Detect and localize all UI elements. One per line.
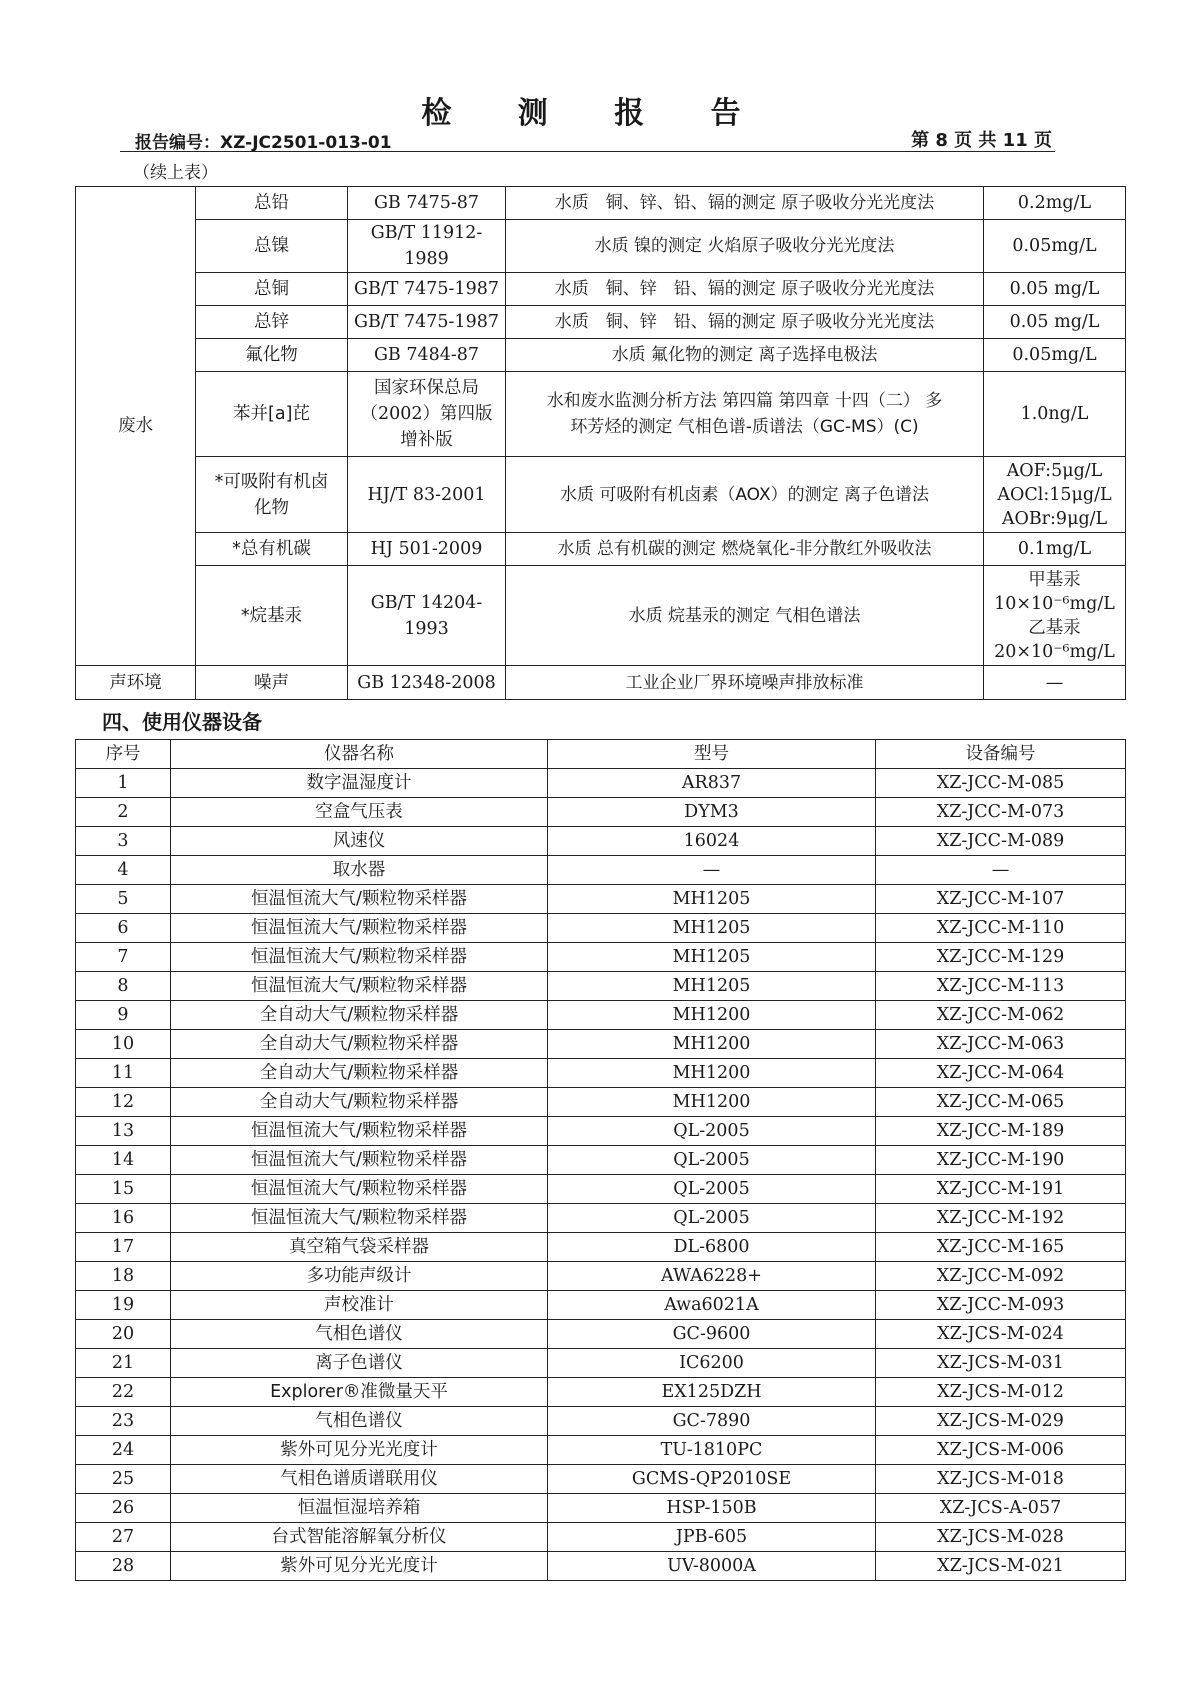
column-header: 设备编号: [876, 740, 1126, 769]
item-cell: 总镍: [196, 220, 348, 273]
equipment-id-cell: XZ-JCC-M-165: [876, 1233, 1126, 1262]
method-row: [76, 372, 1126, 457]
item-cell: *总有机碳: [196, 533, 348, 566]
report-number: 报告编号：XZ-JC2501-013-01: [135, 133, 392, 153]
row-number-cell: 3: [76, 827, 171, 856]
model-cell: MH1200: [548, 1088, 876, 1117]
instrument-name-cell: 空盒气压表: [171, 798, 548, 827]
model-cell: DL-6800: [548, 1233, 876, 1262]
table-row: [76, 1117, 1126, 1146]
model-cell: MH1200: [548, 1059, 876, 1088]
category-cell: 废水: [76, 187, 196, 666]
equipment-table: [75, 739, 1126, 1581]
row-number-cell: 5: [76, 885, 171, 914]
model-cell: IC6200: [548, 1349, 876, 1378]
instrument-name-cell: 台式智能溶解氧分析仪: [171, 1523, 548, 1552]
model-cell: UV-8000A: [548, 1552, 876, 1581]
row-number-cell: 15: [76, 1175, 171, 1204]
instrument-name-cell: 多功能声级计: [171, 1262, 548, 1291]
equipment-id-cell: XZ-JCC-M-065: [876, 1088, 1126, 1117]
detection-limit-cell: 0.1mg/L: [984, 533, 1126, 566]
section-title-equipment: 四、使用仪器设备: [102, 710, 262, 734]
row-number-cell: 20: [76, 1320, 171, 1349]
row-number-cell: 11: [76, 1059, 171, 1088]
method-row: [76, 273, 1126, 306]
standard-cell: GB/T 7475-1987: [348, 306, 506, 339]
table-row: [76, 827, 1126, 856]
row-number-cell: 26: [76, 1494, 171, 1523]
table-row: [76, 1146, 1126, 1175]
row-number-cell: 21: [76, 1349, 171, 1378]
row-number-cell: 4: [76, 856, 171, 885]
item-cell: *烷基汞: [196, 566, 348, 666]
equipment-id-cell: XZ-JCS-M-012: [876, 1378, 1126, 1407]
instrument-name-cell: 恒温恒流大气/颗粒物采样器: [171, 1146, 548, 1175]
instrument-name-cell: 声校准计: [171, 1291, 548, 1320]
model-cell: QL-2005: [548, 1146, 876, 1175]
row-number-cell: 12: [76, 1088, 171, 1117]
instrument-name-cell: 恒温恒流大气/颗粒物采样器: [171, 1175, 548, 1204]
table-row: [76, 1465, 1126, 1494]
table-row: [76, 1233, 1126, 1262]
method-cell: 水质 氟化物的测定 离子选择电极法: [506, 339, 984, 372]
model-cell: GC-7890: [548, 1407, 876, 1436]
table-row: [76, 1552, 1126, 1581]
table-row: [76, 1204, 1126, 1233]
model-cell: MH1200: [548, 1001, 876, 1030]
method-cell: [506, 372, 984, 457]
row-number-cell: 14: [76, 1146, 171, 1175]
row-number-cell: 24: [76, 1436, 171, 1465]
row-number-cell: 23: [76, 1407, 171, 1436]
model-cell: 16024: [548, 827, 876, 856]
detection-limit-cell-line: AOBr:9μg/L: [1001, 508, 1108, 529]
table-row: [76, 1291, 1126, 1320]
equipment-id-cell: XZ-JCC-M-085: [876, 769, 1126, 798]
model-cell: EX125DZH: [548, 1378, 876, 1407]
detection-limit-cell: [984, 566, 1126, 666]
item-cell: 总铅: [196, 187, 348, 220]
equipment-id-cell: XZ-JCC-M-062: [876, 1001, 1126, 1030]
equipment-id-cell: XZ-JCS-M-031: [876, 1349, 1126, 1378]
equipment-header-row: [76, 740, 1126, 769]
method-row: [76, 666, 1126, 700]
method-row: [76, 187, 1126, 220]
method-cell: 水质 烷基汞的测定 气相色谱法: [506, 566, 984, 666]
method-cell: 水质 镍的测定 火焰原子吸收分光光度法: [506, 220, 984, 273]
equipment-id-cell: XZ-JCC-M-113: [876, 972, 1126, 1001]
method-cell: 水质 铜、锌、铅、镉的测定 原子吸收分光光度法: [506, 187, 984, 220]
equipment-id-cell: XZ-JCC-M-089: [876, 827, 1126, 856]
detection-limit-cell-line: AOF:5μg/L: [1006, 460, 1103, 481]
model-cell: —: [548, 856, 876, 885]
instrument-name-cell: 数字温湿度计: [171, 769, 548, 798]
equipment-id-cell: XZ-JCS-A-057: [876, 1494, 1126, 1523]
method-row: [76, 457, 1126, 533]
model-cell: JPB-605: [548, 1523, 876, 1552]
model-cell: MH1200: [548, 1030, 876, 1059]
column-header: 型号: [548, 740, 876, 769]
item-cell: 氟化物: [196, 339, 348, 372]
method-row: [76, 220, 1126, 273]
model-cell: GC-9600: [548, 1320, 876, 1349]
model-cell: AWA6228+: [548, 1262, 876, 1291]
equipment-id-cell: XZ-JCC-M-073: [876, 798, 1126, 827]
detection-limit-cell-line: 10×10⁻⁶mg/L: [994, 593, 1115, 614]
instrument-name-cell: 恒温恒流大气/颗粒物采样器: [171, 914, 548, 943]
equipment-id-cell: XZ-JCC-M-093: [876, 1291, 1126, 1320]
instrument-name-cell: 风速仪: [171, 827, 548, 856]
equipment-id-cell: XZ-JCS-M-021: [876, 1552, 1126, 1581]
standard-cell: GB/T 14204-1993: [348, 566, 506, 666]
instrument-name-cell: 恒温恒流大气/颗粒物采样器: [171, 1117, 548, 1146]
equipment-id-cell: XZ-JCC-M-192: [876, 1204, 1126, 1233]
standard-cell: GB 7484-87: [348, 339, 506, 372]
category-cell: 声环境: [76, 666, 196, 700]
equipment-id-cell: XZ-JCS-M-006: [876, 1436, 1126, 1465]
method-cell: 水质 总有机碳的测定 燃烧氧化-非分散红外吸收法: [506, 533, 984, 566]
equipment-id-cell: XZ-JCS-M-029: [876, 1407, 1126, 1436]
row-number-cell: 10: [76, 1030, 171, 1059]
row-number-cell: 2: [76, 798, 171, 827]
detection-limit-cell-line: 20×10⁻⁶mg/L: [994, 641, 1115, 662]
model-cell: HSP-150B: [548, 1494, 876, 1523]
equipment-id-cell: XZ-JCC-M-092: [876, 1262, 1126, 1291]
instrument-name-cell: 紫外可见分光光度计: [171, 1552, 548, 1581]
equipment-id-cell: XZ-JCC-M-064: [876, 1059, 1126, 1088]
row-number-cell: 9: [76, 1001, 171, 1030]
row-number-cell: 18: [76, 1262, 171, 1291]
instrument-name-cell: 全自动大气/颗粒物采样器: [171, 1001, 548, 1030]
row-number-cell: 25: [76, 1465, 171, 1494]
model-cell: AR837: [548, 769, 876, 798]
item-cell: 噪声: [196, 666, 348, 700]
standard-cell: GB/T 11912-1989: [348, 220, 506, 273]
item-cell: [196, 457, 348, 533]
detection-limit-cell: —: [984, 666, 1126, 700]
instrument-name-cell: 恒温恒流大气/颗粒物采样器: [171, 885, 548, 914]
document-title: 检 测 报 告: [421, 96, 769, 131]
item-cell-line: *可吸附有机卤: [214, 471, 329, 492]
model-cell: GCMS-QP2010SE: [548, 1465, 876, 1494]
detection-limit-cell-line: 乙基汞: [1028, 617, 1081, 638]
instrument-name-cell: 全自动大气/颗粒物采样器: [171, 1030, 548, 1059]
model-cell: QL-2005: [548, 1117, 876, 1146]
instrument-name-cell: 恒温恒流大气/颗粒物采样器: [171, 1204, 548, 1233]
column-header: 序号: [76, 740, 171, 769]
table-row: [76, 1494, 1126, 1523]
method-cell: 水质 铜、锌 铅、镉的测定 原子吸收分光光度法: [506, 273, 984, 306]
instrument-name-cell: 离子色谱仪: [171, 1349, 548, 1378]
standard-cell: GB 12348-2008: [348, 666, 506, 700]
model-cell: TU-1810PC: [548, 1436, 876, 1465]
method-row: [76, 533, 1126, 566]
detection-limit-cell: 0.05mg/L: [984, 220, 1126, 273]
method-cell: 工业企业厂界环境噪声排放标准: [506, 666, 984, 700]
model-cell: MH1205: [548, 885, 876, 914]
table-row: [76, 1030, 1126, 1059]
item-cell: 总锌: [196, 306, 348, 339]
instrument-name-cell: 气相色谱仪: [171, 1320, 548, 1349]
item-cell: 苯并[a]芘: [196, 372, 348, 457]
method-cell: 水质 可吸附有机卤素（AOX）的测定 离子色谱法: [506, 457, 984, 533]
model-cell: MH1205: [548, 914, 876, 943]
table-row: [76, 1436, 1126, 1465]
row-number-cell: 28: [76, 1552, 171, 1581]
detection-limit-cell: 0.05 mg/L: [984, 306, 1126, 339]
model-cell: Awa6021A: [548, 1291, 876, 1320]
detection-limit-cell-line: 甲基汞: [1028, 569, 1081, 590]
detection-limit-cell: 0.05mg/L: [984, 339, 1126, 372]
method-cell-line: 水和废水监测分析方法 第四篇 第四章 十四（二） 多: [546, 391, 943, 411]
methods-table: [75, 186, 1126, 700]
method-row: [76, 339, 1126, 372]
instrument-name-cell: Explorer®准微量天平: [171, 1378, 548, 1407]
standard-cell: HJ 501-2009: [348, 533, 506, 566]
model-cell: QL-2005: [548, 1175, 876, 1204]
table-row: [76, 1001, 1126, 1030]
item-cell-line: 化物: [254, 497, 289, 518]
item-cell: 总铜: [196, 273, 348, 306]
model-cell: MH1205: [548, 972, 876, 1001]
method-cell: 水质 铜、锌 铅、镉的测定 原子吸收分光光度法: [506, 306, 984, 339]
row-number-cell: 27: [76, 1523, 171, 1552]
equipment-id-cell: XZ-JCC-M-129: [876, 943, 1126, 972]
table-row: [76, 1320, 1126, 1349]
instrument-name-cell: 气相色谱仪: [171, 1407, 548, 1436]
row-number-cell: 17: [76, 1233, 171, 1262]
instrument-name-cell: 恒温恒湿培养箱: [171, 1494, 548, 1523]
instrument-name-cell: 取水器: [171, 856, 548, 885]
equipment-id-cell: XZ-JCS-M-018: [876, 1465, 1126, 1494]
instrument-name-cell: 恒温恒流大气/颗粒物采样器: [171, 943, 548, 972]
method-cell-line: 环芳烃的测定 气相色谱-质谱法（GC-MS）(C): [570, 417, 919, 437]
standard-cell: GB 7475-87: [348, 187, 506, 220]
instrument-name-cell: 全自动大气/颗粒物采样器: [171, 1088, 548, 1117]
instrument-name-cell: 紫外可见分光光度计: [171, 1436, 548, 1465]
row-number-cell: 1: [76, 769, 171, 798]
table-row: [76, 856, 1126, 885]
standard-cell-line: （2002）第四版: [360, 404, 493, 424]
detection-limit-cell: 0.05 mg/L: [984, 273, 1126, 306]
model-cell: DYM3: [548, 798, 876, 827]
standard-cell: HJ/T 83-2001: [348, 457, 506, 533]
table-row: [76, 1175, 1126, 1204]
table-row: [76, 972, 1126, 1001]
row-number-cell: 13: [76, 1117, 171, 1146]
model-cell: MH1205: [548, 943, 876, 972]
instrument-name-cell: 气相色谱质谱联用仪: [171, 1465, 548, 1494]
row-number-cell: 7: [76, 943, 171, 972]
page-number: 第 8 页 共 11 页: [911, 130, 1052, 151]
detection-limit-cell: 1.0ng/L: [984, 372, 1126, 457]
standard-cell: GB/T 7475-1987: [348, 273, 506, 306]
detection-limit-cell-line: AOCl:15μg/L: [997, 484, 1112, 505]
instrument-name-cell: 恒温恒流大气/颗粒物采样器: [171, 972, 548, 1001]
table-row: [76, 769, 1126, 798]
table-row: [76, 1407, 1126, 1436]
continued-note: （续上表）: [133, 163, 218, 183]
equipment-id-cell: XZ-JCC-M-107: [876, 885, 1126, 914]
row-number-cell: 19: [76, 1291, 171, 1320]
table-row: [76, 885, 1126, 914]
instrument-name-cell: 全自动大气/颗粒物采样器: [171, 1059, 548, 1088]
instrument-name-cell: 真空箱气袋采样器: [171, 1233, 548, 1262]
table-row: [76, 1349, 1126, 1378]
row-number-cell: 16: [76, 1204, 171, 1233]
table-row: [76, 1059, 1126, 1088]
equipment-id-cell: XZ-JCS-M-024: [876, 1320, 1126, 1349]
table-row: [76, 1088, 1126, 1117]
table-row: [76, 1262, 1126, 1291]
column-header: 仪器名称: [171, 740, 548, 769]
header-rule: [120, 151, 1055, 152]
method-row: [76, 566, 1126, 666]
detection-limit-cell: 0.2mg/L: [984, 187, 1126, 220]
standard-cell-line: 国家环保总局: [374, 378, 479, 398]
table-row: [76, 914, 1126, 943]
table-row: [76, 1378, 1126, 1407]
standard-cell-line: 增补版: [400, 430, 453, 450]
table-row: [76, 1523, 1126, 1552]
table-row: [76, 943, 1126, 972]
detection-limit-cell: [984, 457, 1126, 533]
standard-cell: [348, 372, 506, 457]
equipment-id-cell: XZ-JCC-M-063: [876, 1030, 1126, 1059]
equipment-id-cell: XZ-JCC-M-191: [876, 1175, 1126, 1204]
method-row: [76, 306, 1126, 339]
equipment-id-cell: XZ-JCC-M-110: [876, 914, 1126, 943]
equipment-id-cell: XZ-JCC-M-189: [876, 1117, 1126, 1146]
equipment-id-cell: —: [876, 856, 1126, 885]
row-number-cell: 22: [76, 1378, 171, 1407]
row-number-cell: 8: [76, 972, 171, 1001]
equipment-id-cell: XZ-JCS-M-028: [876, 1523, 1126, 1552]
model-cell: QL-2005: [548, 1204, 876, 1233]
equipment-id-cell: XZ-JCC-M-190: [876, 1146, 1126, 1175]
row-number-cell: 6: [76, 914, 171, 943]
table-row: [76, 798, 1126, 827]
